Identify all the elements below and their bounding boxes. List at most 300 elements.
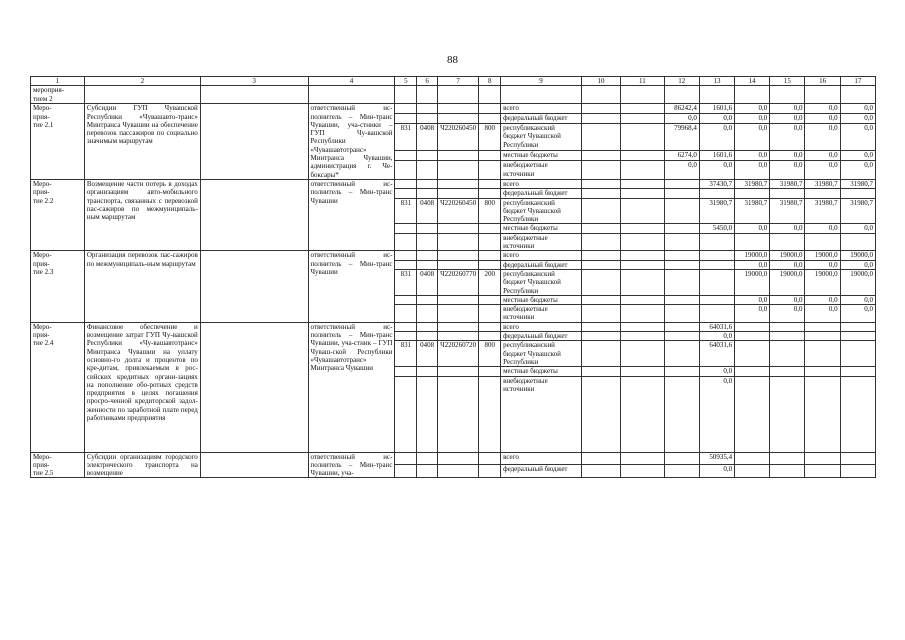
empty-cell	[581, 452, 620, 465]
empty-cell	[200, 251, 308, 322]
code-csr	[437, 251, 478, 260]
code-vr	[479, 305, 501, 323]
value-cell: 19000,0	[770, 251, 805, 260]
empty-cell	[308, 86, 395, 104]
column-header: 6	[417, 77, 438, 86]
value-cell	[664, 465, 699, 478]
value-cell: 19000,0	[805, 251, 840, 260]
empty-cell	[200, 452, 308, 478]
code-vr: 800	[479, 198, 501, 224]
measure-name: Субсидии ГУП Чувашской Республики «Чувашавто-транс» Минтранса Чувашии на обеспечение перевозок пассажиров по социально значимым маршрутам	[84, 104, 200, 180]
value-cell: 19000,0	[770, 269, 805, 295]
funding-source: внебюджетные источники	[501, 161, 582, 180]
code-vr	[479, 295, 501, 304]
empty-cell	[664, 86, 699, 104]
value-cell: 0,0	[840, 114, 875, 124]
column-header: 7	[437, 77, 478, 86]
code-csr	[437, 104, 478, 114]
value-cell	[735, 367, 770, 376]
value-cell: 0,0	[699, 161, 734, 180]
empty-cell	[437, 86, 478, 104]
code-csr	[437, 260, 478, 269]
empty-cell	[581, 322, 620, 331]
value-cell: 0,0	[840, 161, 875, 180]
code-grbs	[395, 376, 417, 452]
value-cell	[770, 189, 805, 198]
empty-cell	[581, 179, 620, 188]
value-cell	[699, 295, 734, 304]
code-rzpr: 0408	[417, 123, 438, 150]
column-header: 5	[395, 77, 417, 86]
funding-source: федеральный бюджет	[501, 189, 582, 198]
value-cell	[770, 376, 805, 452]
value-cell	[840, 376, 875, 452]
code-rzpr	[417, 104, 438, 114]
code-grbs	[395, 104, 417, 114]
measure-label: мероприя- тием 2	[31, 86, 85, 104]
value-cell	[664, 322, 699, 331]
code-csr	[437, 322, 478, 331]
empty-cell	[581, 104, 620, 114]
value-cell	[770, 332, 805, 341]
code-grbs	[395, 224, 417, 233]
code-vr	[479, 151, 501, 161]
column-header: 1	[31, 77, 85, 86]
value-cell	[840, 465, 875, 478]
value-cell	[770, 233, 805, 251]
code-rzpr	[417, 114, 438, 124]
value-cell: 0,0	[735, 104, 770, 114]
funding-source: местные бюджеты	[501, 295, 582, 304]
code-vr	[479, 161, 501, 180]
empty-cell	[501, 86, 582, 104]
code-vr	[479, 251, 501, 260]
value-cell	[664, 179, 699, 188]
empty-cell	[417, 86, 438, 104]
funding-source: республиканский бюджет Чувашской Республики	[501, 123, 582, 150]
empty-cell	[735, 86, 770, 104]
column-header: 10	[581, 77, 620, 86]
value-cell: 0,0	[735, 114, 770, 124]
value-cell: 0,0	[770, 151, 805, 161]
value-cell: 50935,4	[699, 452, 734, 465]
value-cell: 37430,7	[699, 179, 734, 188]
header-row	[31, 77, 876, 86]
value-cell	[664, 260, 699, 269]
value-cell: 0,0	[664, 114, 699, 124]
value-cell: 0,0	[805, 161, 840, 180]
code-rzpr	[417, 151, 438, 161]
column-header: 12	[664, 77, 699, 86]
funding-source: федеральный бюджет	[501, 260, 582, 269]
code-csr	[437, 305, 478, 323]
value-cell	[664, 224, 699, 233]
value-cell: 0,0	[735, 260, 770, 269]
page-number: 88	[447, 54, 458, 66]
empty-cell	[621, 260, 664, 269]
value-cell	[664, 376, 699, 452]
value-cell: 6274,0	[664, 151, 699, 161]
column-header: 17	[840, 77, 875, 86]
value-cell: 31980,7	[840, 198, 875, 224]
code-grbs	[395, 114, 417, 124]
value-cell	[805, 376, 840, 452]
funding-source: федеральный бюджет	[501, 465, 582, 478]
value-cell: 19000,0	[735, 269, 770, 295]
empty-cell	[479, 86, 501, 104]
code-grbs	[395, 305, 417, 323]
empty-cell	[581, 114, 620, 124]
value-cell	[735, 465, 770, 478]
value-cell: 0,0	[770, 224, 805, 233]
funding-source: местные бюджеты	[501, 367, 582, 376]
funding-source: республиканский бюджет Чувашской Республики	[501, 198, 582, 224]
executor: ответственный ис-полнитель – Мин-транс Чувашии	[308, 179, 395, 250]
code-csr	[437, 367, 478, 376]
code-vr	[479, 260, 501, 269]
executor: ответственный ис-полнитель – Мин-транс Чувашии	[308, 251, 395, 322]
code-grbs	[395, 367, 417, 376]
value-cell	[664, 295, 699, 304]
value-cell	[699, 233, 734, 251]
empty-cell	[581, 465, 620, 478]
value-cell	[840, 189, 875, 198]
value-cell	[840, 332, 875, 341]
value-cell: 0,0	[735, 151, 770, 161]
value-cell	[770, 322, 805, 331]
value-cell: 31980,7	[770, 198, 805, 224]
empty-cell	[621, 104, 664, 114]
value-cell: 19000,0	[805, 269, 840, 295]
empty-cell	[581, 269, 620, 295]
value-cell: 0,0	[805, 305, 840, 323]
value-cell: 0,0	[805, 295, 840, 304]
code-csr	[437, 295, 478, 304]
code-csr	[437, 376, 478, 452]
value-cell: 0,0	[805, 123, 840, 150]
code-vr	[479, 465, 501, 478]
code-vr	[479, 189, 501, 198]
value-cell	[770, 452, 805, 465]
code-grbs: 831	[395, 123, 417, 150]
empty-cell	[621, 332, 664, 341]
code-vr	[479, 179, 501, 188]
value-cell	[664, 198, 699, 224]
value-cell: 0,0	[840, 295, 875, 304]
empty-cell	[581, 305, 620, 323]
code-csr: Ч220260450	[437, 123, 478, 150]
value-cell: 31980,7	[699, 198, 734, 224]
value-cell	[664, 332, 699, 341]
value-cell	[805, 233, 840, 251]
funding-source: внебюджетные источники	[501, 305, 582, 323]
empty-cell	[581, 251, 620, 260]
measure-name: Возмещение части потерь в доходах организациям авто-мобильного транспорта, связанных с перевозкой пас-сажиров по межмуниципаль-ным маршрутам	[84, 179, 200, 250]
funding-source: всего	[501, 179, 582, 188]
empty-cell	[621, 179, 664, 188]
code-csr	[437, 151, 478, 161]
value-cell: 0,0	[664, 161, 699, 180]
executor: ответственный ис-полнитель – Мин-транс Чувашии, уча-	[308, 452, 395, 478]
column-header: 2	[84, 77, 200, 86]
value-cell: 0,0	[805, 114, 840, 124]
empty-cell	[621, 341, 664, 367]
funding-source: всего	[501, 251, 582, 260]
value-cell: 0,0	[770, 114, 805, 124]
code-rzpr: 0408	[417, 269, 438, 295]
funding-source: федеральный бюджет	[501, 332, 582, 341]
code-csr	[437, 189, 478, 198]
column-header: 8	[479, 77, 501, 86]
column-header: 9	[501, 77, 582, 86]
value-cell	[805, 341, 840, 367]
value-cell	[735, 452, 770, 465]
code-rzpr	[417, 251, 438, 260]
value-cell: 64031,6	[699, 341, 734, 367]
column-header: 11	[621, 77, 664, 86]
empty-cell	[621, 465, 664, 478]
empty-cell	[581, 233, 620, 251]
funding-source: внебюджетные источники	[501, 233, 582, 251]
value-cell	[840, 452, 875, 465]
value-cell: 0,0	[805, 224, 840, 233]
empty-cell	[200, 104, 308, 180]
code-grbs	[395, 295, 417, 304]
measure-label: Меро- прия- тие 2.2	[31, 179, 85, 250]
value-cell: 31980,7	[805, 198, 840, 224]
empty-cell	[621, 251, 664, 260]
code-vr	[479, 332, 501, 341]
code-rzpr	[417, 224, 438, 233]
value-cell	[770, 465, 805, 478]
value-cell	[805, 452, 840, 465]
value-cell	[664, 269, 699, 295]
empty-cell	[621, 322, 664, 331]
empty-cell	[621, 123, 664, 150]
code-rzpr	[417, 367, 438, 376]
empty-cell	[581, 295, 620, 304]
value-cell: 0,0	[770, 123, 805, 150]
code-rzpr: 0408	[417, 341, 438, 367]
empty-cell	[621, 452, 664, 465]
value-cell: 0,0	[735, 295, 770, 304]
value-cell: 1601,6	[699, 151, 734, 161]
column-header: 16	[805, 77, 840, 86]
code-csr	[437, 179, 478, 188]
value-cell: 31980,7	[735, 198, 770, 224]
code-csr	[437, 233, 478, 251]
code-csr: Ч220260770	[437, 269, 478, 295]
value-cell	[664, 452, 699, 465]
value-cell: 0,0	[699, 465, 734, 478]
value-cell	[664, 251, 699, 260]
value-cell: 0,0	[805, 151, 840, 161]
empty-cell	[621, 161, 664, 180]
code-vr	[479, 452, 501, 465]
value-cell: 79968,4	[664, 123, 699, 150]
empty-cell	[581, 151, 620, 161]
value-cell	[805, 367, 840, 376]
value-cell	[735, 233, 770, 251]
funding-source: республиканский бюджет Чувашской Республики	[501, 341, 582, 367]
column-header: 3	[200, 77, 308, 86]
code-rzpr	[417, 295, 438, 304]
table-row	[31, 251, 876, 260]
value-cell: 0,0	[840, 260, 875, 269]
value-cell: 0,0	[840, 305, 875, 323]
measure-name: Субсидии организациям городского электрического транспорта на возмещение	[84, 452, 200, 478]
empty-cell	[621, 86, 664, 104]
column-header: 4	[308, 77, 395, 86]
measure-name: Финансовое обеспечение и возмещение затрат ГУП Чу-вашской Республики «Чу-вашавтотранс» Минтранса Чувашии на уплату основно-го долга и процентов по кре-дитам, привлекаемым в рос-сийских кредитных органи-зациях на пополнение обо-ротных средств предприятия в целях погашения просро-ченной кредиторской задол-женности по заработной плате перед работниками предприятия	[84, 322, 200, 452]
code-grbs	[395, 251, 417, 260]
measure-name: Организация перевозок пас-сажиров по межмуниципаль-ным маршрутам	[84, 251, 200, 322]
value-cell: 0,0	[840, 123, 875, 150]
code-rzpr: 0408	[417, 198, 438, 224]
code-rzpr	[417, 322, 438, 331]
funding-source: республиканский бюджет Чувашской Республики	[501, 269, 582, 295]
budget-table	[30, 76, 876, 478]
value-cell	[699, 189, 734, 198]
value-cell	[664, 341, 699, 367]
value-cell: 0,0	[735, 123, 770, 150]
empty-cell	[395, 86, 417, 104]
funding-source: местные бюджеты	[501, 224, 582, 233]
value-cell: 19000,0	[840, 251, 875, 260]
code-vr	[479, 233, 501, 251]
value-cell: 0,0	[840, 151, 875, 161]
table-row	[31, 104, 876, 114]
value-cell	[699, 260, 734, 269]
code-grbs	[395, 452, 417, 465]
measure-label: Меро- прия- тие 2.3	[31, 251, 85, 322]
code-csr	[437, 114, 478, 124]
value-cell	[699, 251, 734, 260]
value-cell: 0,0	[805, 104, 840, 114]
empty-cell	[621, 376, 664, 452]
code-vr	[479, 114, 501, 124]
value-cell: 0,0	[770, 161, 805, 180]
measure-label: Меро- прия- тие 2.1	[31, 104, 85, 180]
empty-cell	[621, 189, 664, 198]
empty-cell	[581, 189, 620, 198]
value-cell: 64031,6	[699, 322, 734, 331]
code-rzpr	[417, 465, 438, 478]
empty-cell	[581, 86, 620, 104]
empty-cell	[840, 86, 875, 104]
code-vr	[479, 224, 501, 233]
value-cell	[840, 322, 875, 331]
value-cell: 0,0	[840, 224, 875, 233]
value-cell	[664, 189, 699, 198]
code-grbs: 831	[395, 198, 417, 224]
value-cell	[664, 233, 699, 251]
empty-cell	[770, 86, 805, 104]
code-grbs	[395, 161, 417, 180]
empty-cell	[621, 151, 664, 161]
value-cell	[770, 367, 805, 376]
code-csr	[437, 452, 478, 465]
code-grbs	[395, 322, 417, 331]
value-cell: 0,0	[699, 376, 734, 452]
code-vr: 200	[479, 269, 501, 295]
code-csr	[437, 224, 478, 233]
empty-cell	[621, 198, 664, 224]
value-cell: 0,0	[735, 161, 770, 180]
value-cell: 0,0	[770, 305, 805, 323]
empty-cell	[581, 161, 620, 180]
table-row	[31, 86, 876, 104]
code-grbs	[395, 179, 417, 188]
code-vr	[479, 376, 501, 452]
empty-cell	[581, 260, 620, 269]
code-grbs	[395, 465, 417, 478]
executor: ответственный ис-полнитель – Мин-транс Чувашии, уча-стник – ГУП Чуваш-ской Республики «Чувашавтотранс» Минтранса Чувашии	[308, 322, 395, 452]
code-grbs	[395, 189, 417, 198]
empty-cell	[805, 86, 840, 104]
empty-cell	[621, 305, 664, 323]
value-cell: 0,0	[735, 305, 770, 323]
code-rzpr	[417, 260, 438, 269]
code-rzpr	[417, 452, 438, 465]
value-cell: 31980,7	[805, 179, 840, 188]
empty-cell	[581, 376, 620, 452]
empty-cell	[621, 367, 664, 376]
value-cell	[699, 269, 734, 295]
code-vr	[479, 104, 501, 114]
value-cell: 0,0	[699, 332, 734, 341]
code-grbs: 831	[395, 269, 417, 295]
code-rzpr	[417, 305, 438, 323]
code-grbs	[395, 260, 417, 269]
value-cell: 31980,7	[840, 179, 875, 188]
value-cell	[735, 341, 770, 367]
code-csr	[437, 332, 478, 341]
value-cell: 0,0	[770, 260, 805, 269]
value-cell	[840, 367, 875, 376]
code-csr: Ч220260450	[437, 198, 478, 224]
code-rzpr	[417, 189, 438, 198]
empty-cell	[621, 269, 664, 295]
value-cell: 0,0	[699, 123, 734, 150]
measure-label: Меро- прия- тие 2.4	[31, 322, 85, 452]
value-cell	[805, 322, 840, 331]
code-rzpr	[417, 376, 438, 452]
empty-cell	[621, 295, 664, 304]
empty-cell	[581, 367, 620, 376]
value-cell: 31980,7	[770, 179, 805, 188]
empty-cell	[581, 123, 620, 150]
value-cell	[805, 465, 840, 478]
value-cell	[735, 322, 770, 331]
code-csr	[437, 161, 478, 180]
empty-cell	[200, 179, 308, 250]
empty-cell	[621, 114, 664, 124]
code-grbs	[395, 332, 417, 341]
value-cell	[770, 341, 805, 367]
executor: ответственный ис-полнитель – Мин-транс Чувашии, уча-стники – ГУП Чу-вашской Республики «Чувашавтотранс» Минтранса Чувашии, администрация г. Че-боксары*	[308, 104, 395, 180]
value-cell	[664, 367, 699, 376]
value-cell	[735, 332, 770, 341]
funding-source: местные бюджеты	[501, 151, 582, 161]
measure-label: Меро- прия- тие 2.5	[31, 452, 85, 478]
value-cell	[805, 189, 840, 198]
table-row	[31, 452, 876, 465]
empty-cell	[200, 322, 308, 452]
value-cell: 5450,0	[699, 224, 734, 233]
funding-source: всего	[501, 322, 582, 331]
column-header: 15	[770, 77, 805, 86]
